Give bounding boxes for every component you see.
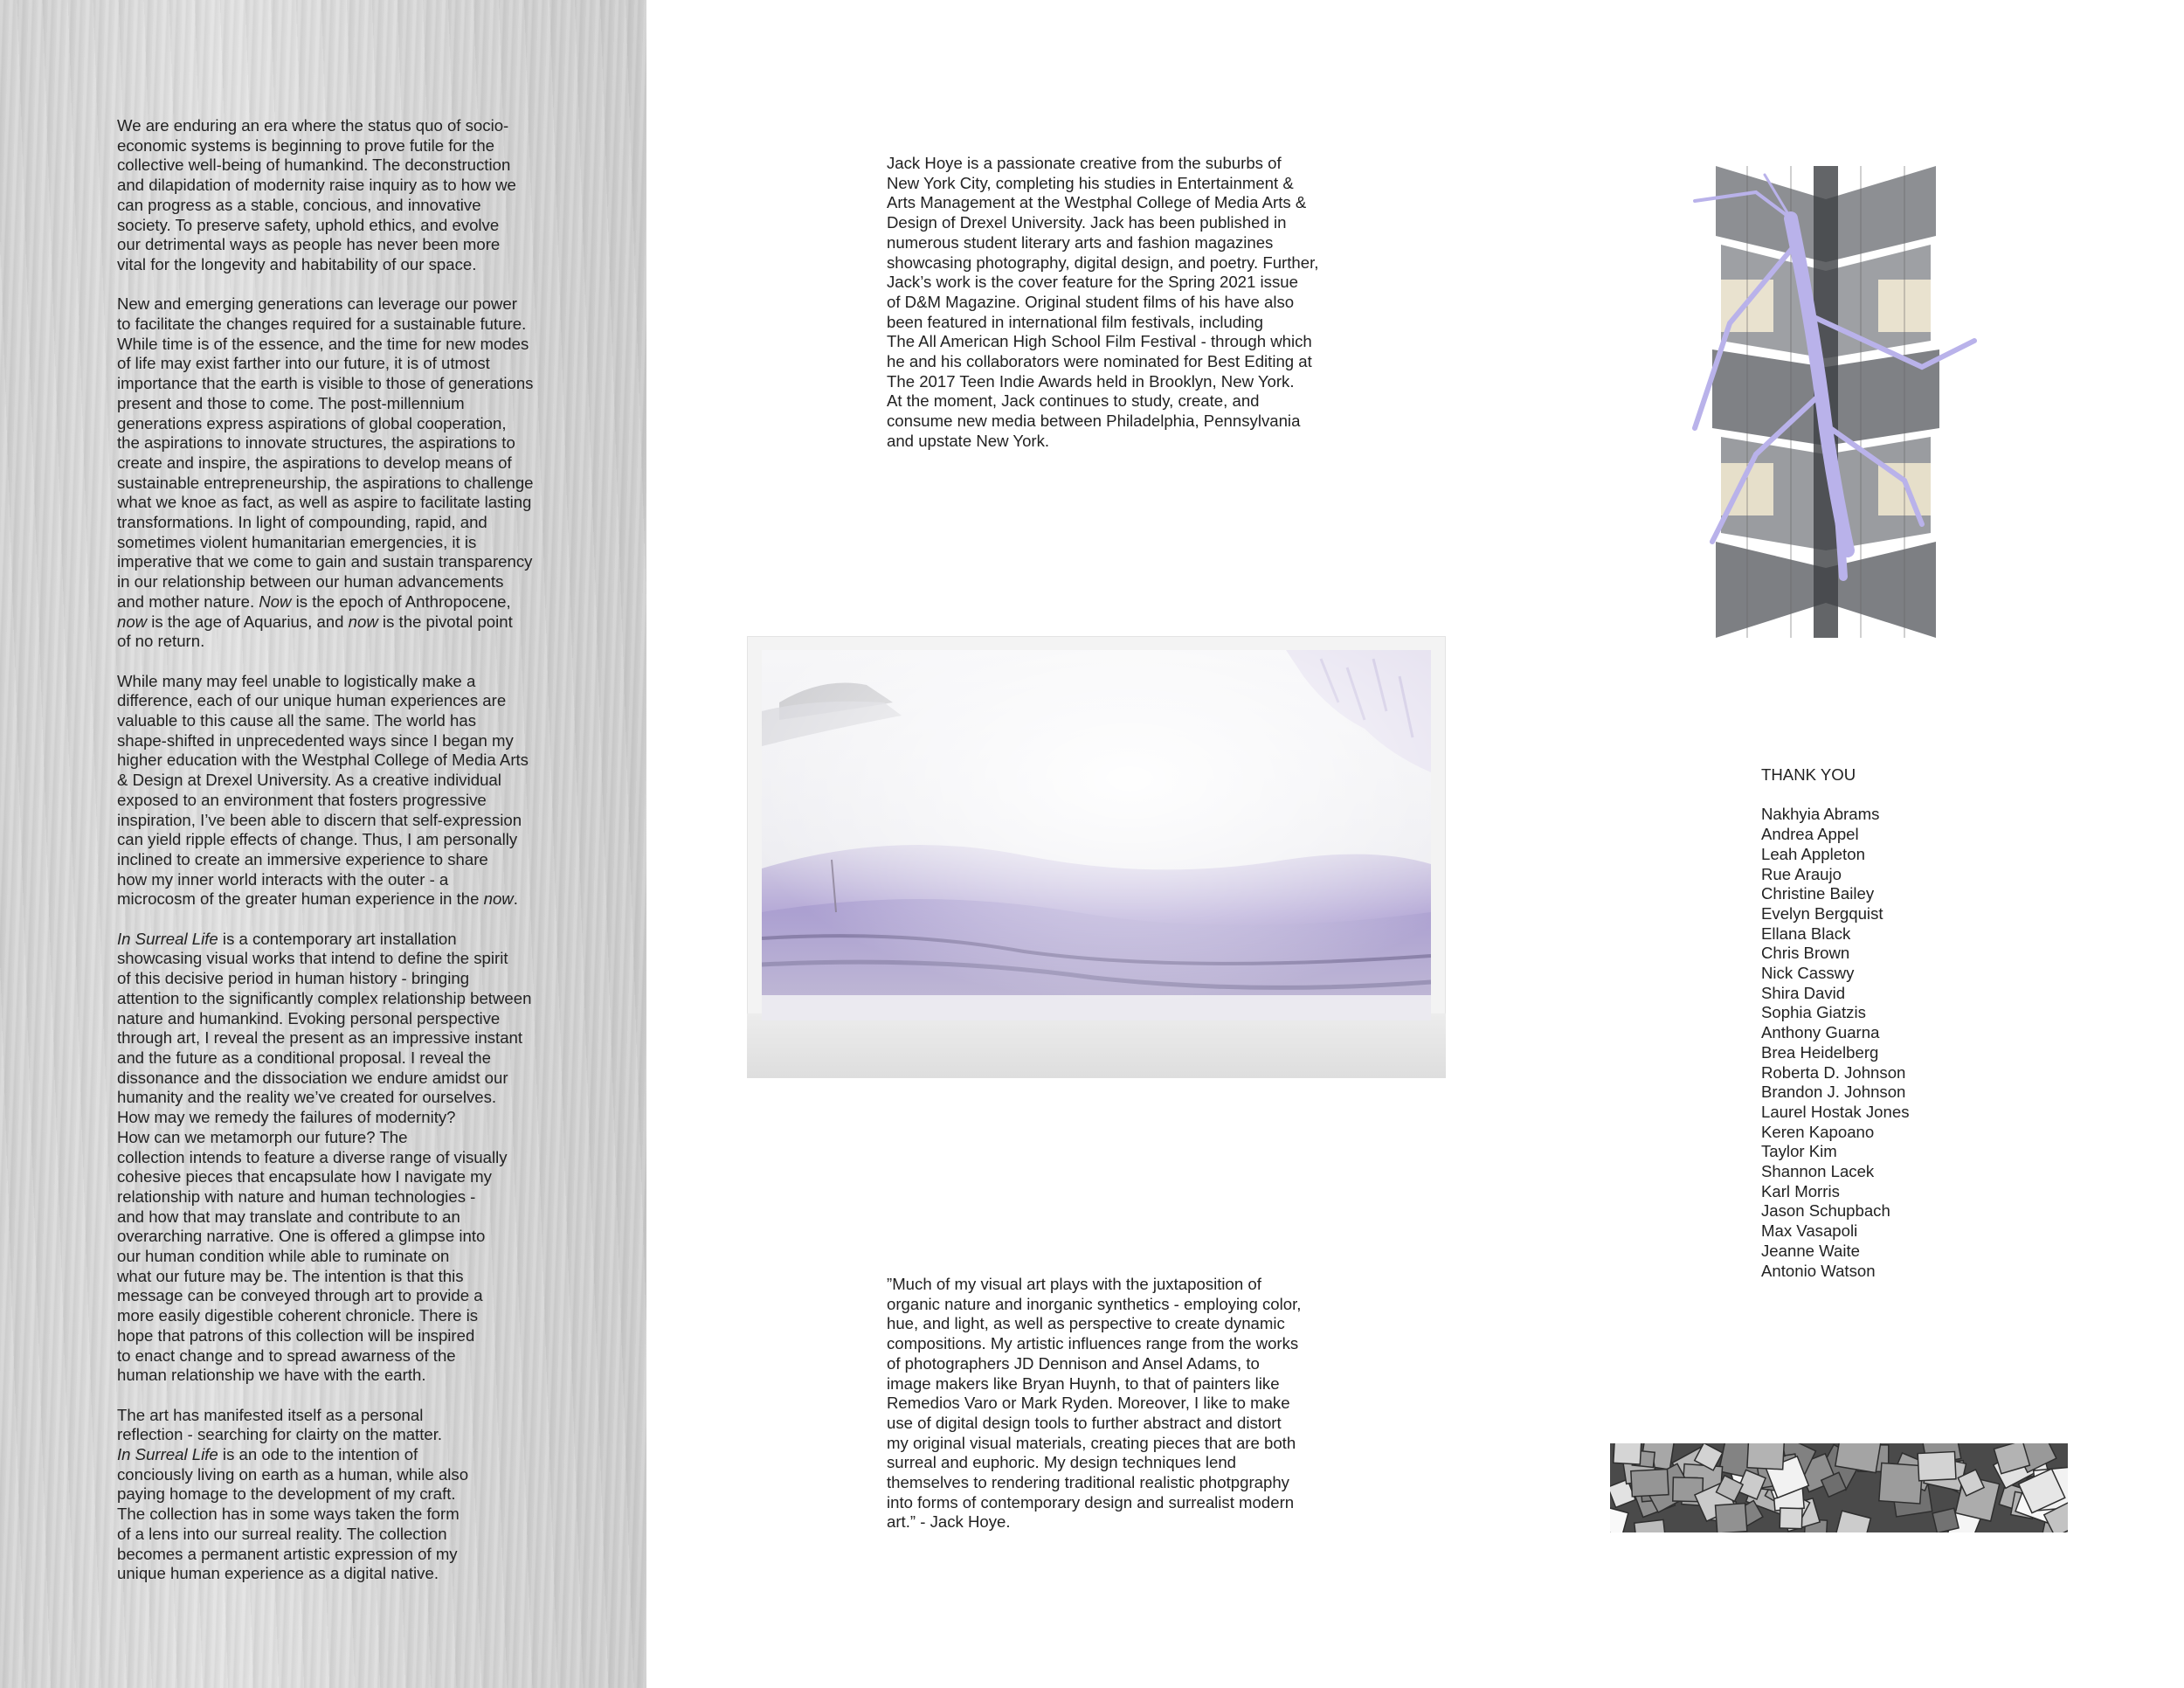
thank-you-name: Shira David: [1761, 983, 1846, 1002]
thank-you-name: Brea Heidelberg: [1761, 1042, 1879, 1062]
thank-you-name: Keren Kapoano: [1761, 1122, 1875, 1141]
thank-you-name: Antonio Watson: [1761, 1261, 1876, 1280]
stone-cube: [1780, 1508, 1802, 1529]
stone-cube: [1747, 1443, 1785, 1470]
thank-you-name: Max Vasapoli: [1761, 1221, 1858, 1241]
mantis-building-image: [1660, 166, 1992, 638]
essay-paragraph: While many may feel unable to logistically make a difference, each of our unique human experiences are valuable to this cause all the same. The world has shape-shifted in unprecedented ways since I began my higher education with the Westphal College of Media Arts & Design at Drexel University. As a creative individual exposed to an environment that fosters progressive inspiration, I’ve been able to discern that self-expression can yield ripple effects of change. Thus, I am personally inclined to create an immersive experience to share how my inner world interacts with the outer - a microcosm of the greater human experience in the now.: [117, 671, 529, 909]
thank-you-name: Chris Brown: [1761, 944, 1850, 963]
stone-cube: [1879, 1463, 1923, 1504]
stone-cube: [1716, 1504, 1747, 1532]
frame-ledge: [747, 1013, 1446, 1078]
thank-you-name: Christine Bailey: [1761, 884, 1875, 903]
thank-you-name: Ellana Black: [1761, 924, 1851, 943]
thank-you-name: Brandon J. Johnson: [1761, 1083, 1906, 1102]
essay-paragraph: In Surreal Life is a contemporary art installation showcasing visual works that intend to define the spirit of this decisive period in human history - bringing attention to the significantly complex relationship between nature and humankind. Evoking personal perspective through art, I reveal the present as an impressive instant and the future as a conditional proposal. I reveal the dissonance and the dissociation we endure amidst our humanity and the reality we’ve created for ourselves. How may we remedy the failures of modernity? How can we metamorph our future? The collection intends to feature a diverse range of visually cohesive pieces that encapsulate how I navigate my relationship with nature and human technologies - and how that may translate and contribute to an overarching narrative. One is offered a glimpse into our human condition while able to ruminate on what our future may be. The intention is that this message can be conveyed through art to provide a more easily digestible coherent chronicle. There is hope that patrons of this collection will be inspired to enact change and to spread awarness of the human relationship we have with the earth.: [117, 929, 532, 1385]
thank-you-name: Jason Schupbach: [1761, 1201, 1890, 1221]
thank-you-names: [1761, 805, 2023, 1281]
stone-cube: [1635, 1519, 1667, 1532]
thank-you-title: THANK YOU: [1761, 765, 1856, 784]
stone-cube: [1835, 1511, 1870, 1532]
misty-landscape-image: [762, 650, 1431, 1020]
thank-you-section: [1761, 765, 2023, 1281]
stone-cube: [1610, 1507, 1628, 1532]
thank-you-name: Karl Morris: [1761, 1181, 1840, 1200]
thank-you-name: Nakhyia Abrams: [1761, 805, 1880, 824]
thank-you-name: Taylor Kim: [1761, 1142, 1837, 1161]
thank-you-name: Sophia Giatzis: [1761, 1003, 1866, 1022]
artist-quote: ”Much of my visual art plays with the juxtaposition of organic nature and inorganic synthetics - employing color, hue, and light, as well as perspective to create dynamic compositions. My artistic influences range from the works of photographers JD Dennison and Ansel Adams, to image makers like Bryan Huynh, to that of painters like Remedios Varo or Mark Ryden. Moreover, I like to make use of digital design tools to further abstract and distort my original visual materials, creating pieces that are both surreal and euphoric. My design techniques lend themselves to rendering traditional realistic photpgraphy into forms of contemporary design and surrealist modern art.” - Jack Hoye.: [887, 1275, 1302, 1532]
essay-paragraph: The art has manifested itself as a personal reflection - searching for clairty on the matter. In Surreal Life is an ode to the intention of conciously living on earth as a human, while also paying homage to the development of my craft. The collection has in some ways taken the form of a lens into our surreal reality. The collection becomes a permanent artistic expression of my unique human experience as a digital native.: [117, 1405, 469, 1583]
thank-you-name: Andrea Appel: [1761, 825, 1859, 844]
thank-you-name: Evelyn Bergquist: [1761, 903, 1883, 923]
thank-you-name: Jeanne Waite: [1761, 1241, 1861, 1260]
thank-you-name: Roberta D. Johnson: [1761, 1062, 1906, 1082]
essay-paragraph: New and emerging generations can leverage our power to facilitate the changes required for a sustainable future. While time is of the essence, and the time for new modes of life may exist farther into our future, it is of utmost importance that the earth is visible to those of generations present and those to come. The post-millennium generations express aspirations of global cooperation, the aspirations to innovate structures, the aspirations to create and inspire, the aspirations to develop means of sustainable entrepreneurship, the aspirations to challenge what we knoe as fact, as well as aspire to facilitate lasting transformations. In light of compounding, rapid, and sometimes violent humanitarian emergencies, it is imperative that we come to gain and sustain transparency in our relationship between our human advancements and mother nature. Now is the epoch of Anthropocene, now is the age of Aquarius, and now is the pivotal point of no return.: [117, 294, 534, 651]
essay-panel: [0, 0, 646, 1688]
thank-you-name: Shannon Lacek: [1761, 1162, 1875, 1181]
thank-you-name: Rue Araujo: [1761, 864, 1842, 883]
essay-paragraph: We are enduring an era where the status quo of socio- economic systems is beginning to prove futile for the collective well-being of humankind. The deconstruction and dilapidation of modernity raise inquiry as to how we can progress as a stable, concious, and innovative society. To preserve safety, uphold ethics, and evolve our detrimental ways as people has never been more vital for the longevity and habitability of our space.: [117, 116, 516, 273]
stone-cube: [1631, 1470, 1669, 1497]
thank-you-name: Anthony Guarna: [1761, 1023, 1880, 1042]
artist-bio: Jack Hoye is a passionate creative from the suburbs of New York City, completing his studies in Entertainment & Arts Management at the Westphal College of Media Arts & Design of Drexel University. Jack has been published in numerous student literary arts and fashion magazines showcasing photography, digital design, and poetry. Further, Jack’s work is the cover feature for the Spring 2021 issue of D&M Magazine. Original student films of his have also been featured in international film festivals, including The All American High School Film Festival - through which he and his collaborators were nominated for Best Editing at The 2017 Teen Indie Awards held in Brooklyn, New York. At the moment, Jack continues to study, create, and consume new media between Philadelphia, Pennsylvania and upstate New York.: [887, 154, 1319, 450]
thank-you-name: Laurel Hostak Jones: [1761, 1102, 1910, 1121]
stone-cube: [1932, 1508, 1959, 1532]
essay-text: [117, 116, 571, 1604]
thank-you-name: Nick Casswy: [1761, 964, 1855, 983]
thank-you-name: Leah Appleton: [1761, 844, 1865, 863]
stone-cube: [1614, 1443, 1641, 1464]
stone-cube: [1918, 1451, 1956, 1480]
stone-cubes-image: [1610, 1443, 2068, 1532]
